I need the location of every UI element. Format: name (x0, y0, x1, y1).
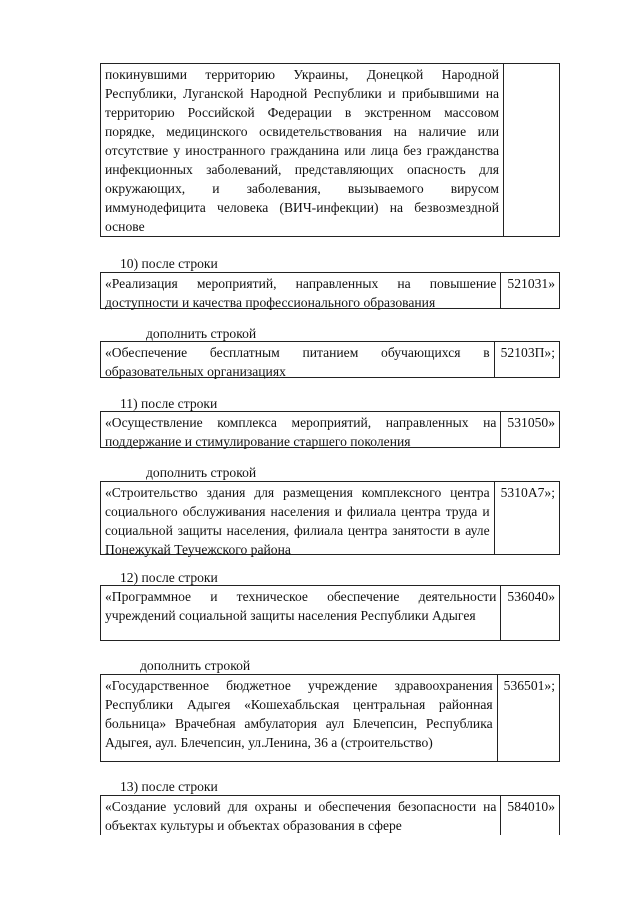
row-description: «Строительство здания для размещения комплексного центра социального обслуживания населения и филиала центра труда и социальной защиты населения, филиала центра занятости в ауле Понежукай Теучежского района (101, 482, 495, 554)
row-description: «Государственное бюджетное учреждение здравоохранения Республики Адыгея «Кошехабльская центральная районная больница» Врачебная амбулатория аул Блечепсин, Республика Адыгея, аул. Блечепсин, ул.Ленина, 36 а (строительство) (101, 675, 498, 761)
row-code: 52103П»; (500, 345, 555, 360)
instruction-after-line-10: 10) после строки (120, 256, 218, 271)
table-row-after-11 (100, 411, 560, 448)
row-description: «Реализация мероприятий, направленных на повышение доступности и качества профессионального образования (101, 273, 501, 308)
instruction-after-line-11: 11) после строки (120, 396, 218, 411)
instruction-add-row: дополнить строкой (140, 658, 251, 673)
row-description: «Создание условий для охраны и обеспечения безопасности на объектах культуры и объектах образования в сфере (101, 796, 501, 835)
row-code (504, 64, 559, 236)
row-description: покинувшими территорию Украины, Донецкой Народной Республики, Луганской Народной Республики и прибывшими на территорию Российской Федерации в экстренном массовом порядке, медицинского освидетельствования на наличие или отсутствие у иностранного гражданина или лица без гражданства инфекционных заболеваний, представляющих опасность для окружающих, и заболевания, вызываемого вирусом иммунодефицита человека (ВИЧ-инфекции) на безвозмездной основе (101, 64, 504, 236)
table-row-after-10 (100, 272, 560, 309)
table-row-after-12 (100, 585, 560, 641)
row-code: 584010» (507, 799, 555, 814)
table-row-added-11 (100, 481, 560, 555)
row-code: 536040» (507, 589, 555, 604)
row-description: «Обеспечение бесплатным питанием обучающихся в образовательных организациях (101, 342, 495, 377)
instruction-after-line-12: 12) после строки (120, 570, 218, 585)
row-description: «Программное и техническое обеспечение деятельности учреждений социальной защиты населения Республики Адыгея (101, 586, 501, 640)
instruction-add-row: дополнить строкой (146, 465, 257, 480)
row-code: 536501»; (503, 678, 555, 693)
instruction-add-row: дополнить строкой (146, 326, 257, 341)
row-code: 531050» (507, 415, 555, 430)
table-row-after-13 (100, 795, 560, 835)
row-description: «Осуществление комплекса мероприятий, направленных на поддержание и стимулирование старшего поколения (101, 412, 501, 447)
row-code: 521031» (507, 276, 555, 291)
table-row-continuation (100, 63, 560, 237)
table-row-added-10 (100, 341, 560, 378)
table-row-added-12 (100, 674, 560, 762)
row-code: 5310А7»; (500, 485, 555, 500)
instruction-after-line-13: 13) после строки (120, 779, 218, 794)
